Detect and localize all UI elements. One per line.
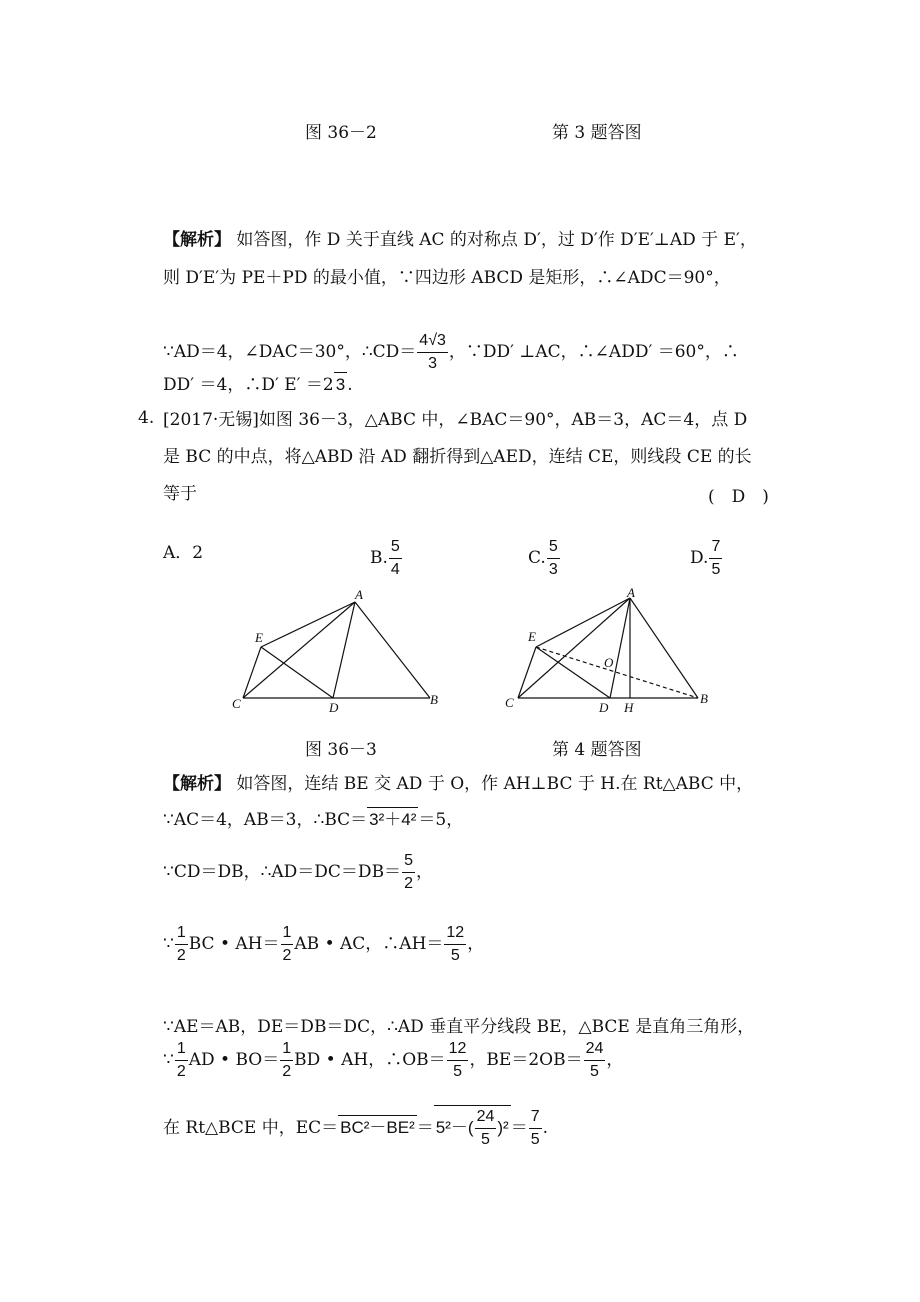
choice-b: B. $\frac{5}{4}$ <box>370 538 400 578</box>
q4-solution-line2: ∵AC＝4，AB＝3，∴BC＝ 3²＋4² ＝5， <box>163 807 463 832</box>
sqrt-ec: 5²－( $\frac{24}{5}$ )² <box>434 1105 511 1151</box>
label-C: C <box>505 695 514 710</box>
label-E: E <box>255 630 263 645</box>
seg-ED <box>261 647 333 698</box>
q4-solution-line3: ∵CD＝DB，∴AD＝DC＝DB＝ $\frac{5}{2}$ ， <box>163 852 433 892</box>
q3-solution-line1 <box>163 228 757 252</box>
q4-number: 4. <box>138 408 155 428</box>
choice-a: A．2 <box>163 543 204 563</box>
solution-tag: 【解析】 <box>163 774 231 794</box>
q3-text-3a: ∵AD＝4，∠DAC＝30°，∴CD＝ <box>163 342 417 362</box>
caption-q3-answer-fig: 第 3 题答图 <box>552 123 642 143</box>
sqrt-bc-be: BC²－BE² <box>338 1115 417 1140</box>
q3-solution-line3 <box>163 330 739 375</box>
solution-tag: 【解析】 <box>163 230 231 250</box>
sqrt-bc: 3²＋4² <box>367 807 418 832</box>
label-B: B <box>430 692 438 707</box>
label-A: A <box>627 585 635 600</box>
q4-answer: ( D ) <box>708 487 769 507</box>
label-D: D <box>329 700 339 715</box>
label-E: E <box>528 629 536 644</box>
caption-fig-36-2: 图 36－2 <box>305 123 377 143</box>
caption-q4-answer-fig: 第 4 题答图 <box>552 740 642 760</box>
seg-EB-dashed <box>536 647 698 698</box>
label-A: A <box>355 587 363 602</box>
label-H: H <box>624 700 634 715</box>
q3-solution-line4: DD′ ＝4，∴D′ E′ ＝2 3 . <box>163 372 353 397</box>
q4-solution-line7: 在 Rt△BCE 中，EC＝ BC²－BE² ＝ 5²－( $\frac{24}{5}$ )² ＝ $\frac{7}{5}$ . <box>163 1105 548 1151</box>
q3-text-1: 如答图，作 D 关于直线 AC 的对称点 D′，过 D′作 D′E′⊥AD 于 E′， <box>236 230 757 250</box>
label-O: O <box>604 655 614 670</box>
figure-36-3 <box>225 585 450 715</box>
q4-statement-line3: 等于 <box>163 484 197 504</box>
label-D: D <box>599 700 609 715</box>
q3-solution-line2: 则 D′E′为 PE＋PD 的最小值，∵四边形 ABCD 是矩形，∴∠ADC＝90°， <box>163 268 731 288</box>
q4-solution-line5: ∵AE＝AB，DE＝DB＝DC，∴AD 垂直平分线段 BE，△BCE 是直角三角形， <box>163 1017 755 1037</box>
label-C: C <box>232 696 241 711</box>
q3-text-3b: ，∵DD′ ⊥AC，∴∠ADD′ ＝60°，∴ <box>448 342 739 362</box>
caption-fig-36-3: 图 36－3 <box>305 740 377 760</box>
choice-d: D. $\frac{7}{5}$ <box>690 538 721 578</box>
seg-AD <box>333 602 355 698</box>
label-B: B <box>700 691 708 706</box>
seg-EA <box>261 602 355 647</box>
cd-fraction: $\frac{4√3}{3}$ <box>419 332 446 372</box>
choice-c: C. $\frac{5}{3}$ <box>528 538 558 578</box>
sqrt-3: 3 <box>334 372 347 397</box>
q4-statement-line1: [2017·无锡]如图 36－3，△ABC 中，∠BAC＝90°，AB＝3，AC＝4，点 D <box>163 410 748 430</box>
figure-q4-answer <box>500 585 725 720</box>
q4-solution-line4: ∵ $\frac{1}{2}$ BC • AH＝ $\frac{1}{2}$ AB • AC，∴AH＝ $\frac{12}{5}$ ， <box>163 924 485 964</box>
q4-statement-line2: 是 BC 的中点，将△ABD 沿 AD 翻折得到△AED，连结 CE，则线段 CE 的长 <box>163 447 752 467</box>
seg-AB <box>355 602 430 698</box>
q4-solution-line6: ∵ $\frac{1}{2}$ AD • BO＝ $\frac{1}{2}$ BD • AH，∴OB＝ $\frac{12}{5}$ ，BE＝2OB＝ $\frac{24}{5}$ ， <box>163 1040 624 1080</box>
q4-solution-line1: 【解析】 如答图，连结 BE 交 AD 于 O，作 AH⊥BC 于 H.在 Rt△ABC 中， <box>163 774 754 794</box>
seg-AB <box>630 598 698 698</box>
